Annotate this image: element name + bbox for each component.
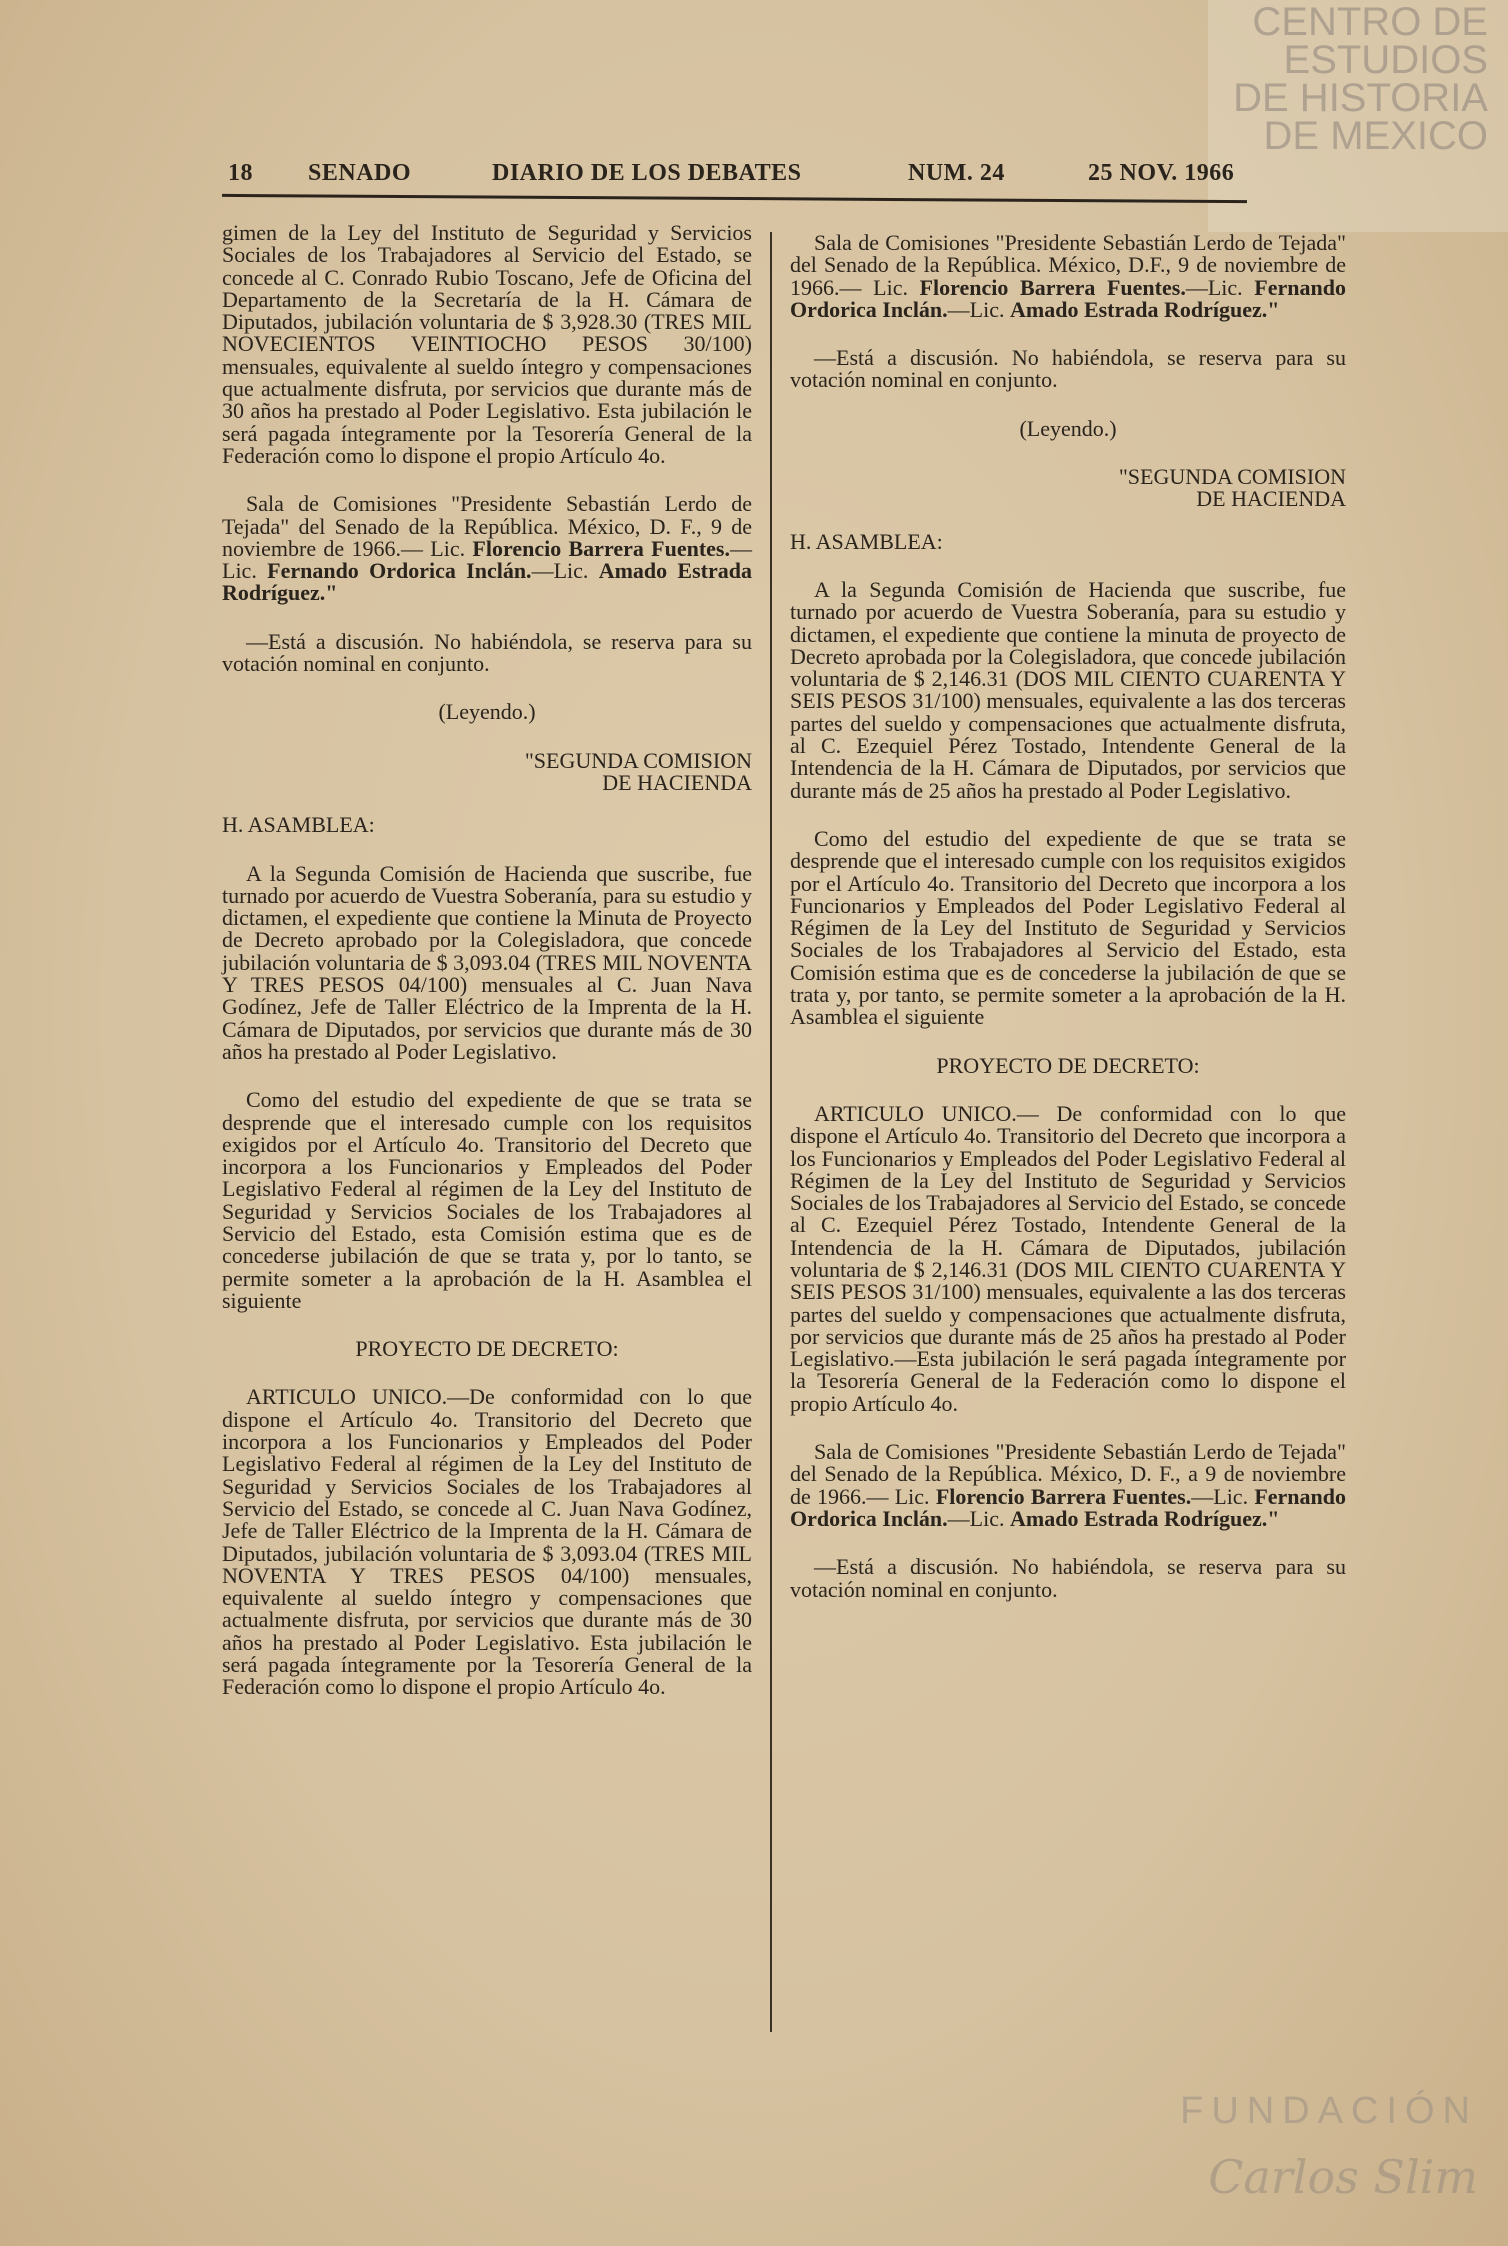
header-publication: DIARIO DE LOS DEBATES xyxy=(492,160,802,186)
watermark-text xyxy=(1188,0,1488,158)
header-date: 25 NOV. 1966 xyxy=(1088,160,1235,186)
header-number: NUM. 24 xyxy=(908,160,1005,186)
right-signature-block-1 xyxy=(790,232,1346,321)
left-paragraph-1: gimen de la Ley del Instituto de Seguridad y Servicios Sociales de los Trabajadores al Servicio del Estado, se concede al C. Conrado Rubio Toscano, Jefe de Oficina del Departamento de la Secretaría de la H. Cámara de Diputados, jubilación voluntaria de $ 3,928.30 (TRES MIL NOVECIENTOS VEINTIOCHO PESOS 30/100) mensuales, equivalente al sueldo íntegro y compensaciones que actualmente disfruta, por servicios que durante más de 30 años ha prestado al Poder Legislativo. Esta jubilación le será pagada íntegramente por la Tesorería General de la Federación como lo dispone el propio Artículo 4o. xyxy=(222,220,752,468)
signatory: Amado Estrada Rodríguez." xyxy=(222,558,752,606)
signatory: Fernando Ordorica Inclán. xyxy=(267,558,532,584)
sala-text: Sala de Comisiones "Presidente Sebastián Lerdo de Tejada" del Senado de la República. México, D. F., 9 de noviembre de 1966.— Lic. xyxy=(222,491,752,561)
right-proyecto-heading: PROYECTO DE DECRETO: xyxy=(936,1052,1200,1078)
right-signature-block-2 xyxy=(790,1441,1346,1530)
header-rule xyxy=(222,194,1247,203)
left-articulo: ARTICULO UNICO.—De conformidad con lo que dispone el Artículo 4o. Transitorio del Decreto que incorpora a los Funcionarios y Empleados del Poder Legislativo Federal al régimen de la Ley del Instituto de Seguridad y Servicios Sociales de los Trabajadores al Servicio del Estado, se concede al C. Juan Nava Godínez, Jefe de Taller Eléctrico de la Imprenta de la H. Cámara de Diputados, jubilación voluntaria de $ 3,093.04 (TRES MIL NOVENTA Y TRES PESOS 04/100) mensuales, equivalente al sueldo íntegro y compensaciones que actualmente disfruta, por servicios que durante más de 30 años ha prestado al Poder Legislativo. Esta jubilación le será pagada íntegramente por la Tesorería General de la Federación como lo dispone el propio Artículo 4o. xyxy=(222,1384,752,1700)
left-asamblea: H. ASAMBLEA: xyxy=(222,812,375,838)
signatory: Florencio Barrera Fuentes. xyxy=(472,535,730,561)
page-number: 18 xyxy=(228,160,253,186)
left-paragraph-3: Como del estudio del expediente de que se trata se desprende que el interesado cumple con los requisitos exigidos por el Artículo 4o. Transitorio del Decreto que incorpora a los Funcionarios y Empleados del Poder Legislativo Federal al régimen de la Ley del Instituto de Seguridad y Servicios Sociales de los Trabajadores al Servicio del Estado, esta Comisión estima que es de concederse jubilación de que se trata y, por lo tanto, se permite someter a la aprobación de la H. Asamblea el siguiente xyxy=(222,1087,752,1313)
right-discusion-2: —Está a discusión. No habiéndola, se reserva para su votación nominal en conjunto. xyxy=(790,1554,1346,1602)
signatory: Fernando Ordorica Inclán. xyxy=(790,274,1346,322)
left-paragraph-2: A la Segunda Comisión de Hacienda que suscribe, fue turnado por acuerdo de Vuestra Soberanía, para su estudio y dictamen, el expediente que contiene la Minuta de Proyecto de Decreto aprobado por la Colegisladora, que concede jubilación voluntaria de $ 3,093.04 (TRES MIL NOVENTA Y TRES PESOS 04/100) mensuales al C. Juan Nava Godínez, Jefe de Taller Eléctrico de la Imprenta de la H. Cámara de Diputados, por servicios que durante más de 30 años ha prestado al Poder Legislativo. xyxy=(222,860,752,1064)
watermark-foundation: FUNDACIÓN xyxy=(1180,2090,1478,2132)
comision-line: DE HACIENDA xyxy=(1196,486,1346,512)
right-discusion-1: —Está a discusión. No habiéndola, se reserva para su votación nominal en conjunto. xyxy=(790,345,1346,393)
signatory: Florencio Barrera Fuentes. xyxy=(919,274,1186,300)
watermark-line: DE MEXICO xyxy=(1263,114,1488,158)
column-divider xyxy=(770,232,772,2032)
right-paragraph-2: Como del estudio del expediente de que se trata se desprende que el interesado cumple con los requisitos exigidos por el Artículo 4o. Transitorio del Decreto que incorpora a los Funcionarios y Empleados del Poder Legislativo Federal al Régimen de la Ley del Instituto de Seguridad y Servicios Sociales de los Trabajadores al Servicio del Estado, esta Comisión estima que es de concederse la jubilación de que se trata y, por tanto, se permite someter a la aprobación de la H. Asamblea el siguiente xyxy=(790,825,1346,1030)
lic: —Lic. xyxy=(947,1505,1005,1531)
right-articulo: ARTICULO UNICO.— De conformidad con lo que dispone el Artículo 4o. Transitorio del Decreto que incorpora a los Funcionarios y Empleados del Poder Legislativo Federal al Régimen de la Ley del Instituto de Seguridad y Servicios Sociales de los Trabajadores al Servicio del Estado, se concede al C. Ezequiel Pérez Tostado, Intendente General de la Intendencia de la H. Cámara de Diputados, jubilación voluntaria de $ 2,146.31 (DOS MIL CIENTO CUARENTA Y SEIS PESOS 31/100) mensuales, equivalente a las dos terceras partes del sueldo y compensaciones que actualmente disfruta, por servicios que durante más de 25 años ha prestado al Poder Legislativo.—Esta jubilación le será pagada íntegramente por la Tesorería General de la Federación como lo dispone el propio Artículo 4o. xyxy=(790,1100,1346,1416)
left-leyendo: (Leyendo.) xyxy=(438,699,536,725)
signatory: Amado Estrada Rodríguez." xyxy=(1010,296,1280,322)
lic: —Lic. xyxy=(531,558,589,584)
comision-line: "SEGUNDA COMISION xyxy=(524,747,752,773)
left-column xyxy=(222,222,752,1699)
watermark-line: CENTRO DE xyxy=(1252,0,1488,44)
left-discusion: —Está a discusión. No habiéndola, se reserva para su votación nominal en conjunto. xyxy=(222,628,752,677)
left-comision-heading xyxy=(222,747,752,795)
lic: —Lic. xyxy=(947,296,1005,322)
lic: —Lic. xyxy=(222,535,752,584)
header-section: SENADO xyxy=(308,160,412,186)
watermark-line: DE HISTORIA xyxy=(1233,76,1488,120)
sala-text: Sala de Comisiones "Presidente Sebastián Lerdo de Tejada" del Senado de la República. México, D. F., a 9 de noviembre de 1966.— Lic. xyxy=(790,1439,1346,1509)
lic: —Lic. xyxy=(1185,274,1243,300)
left-proyecto-heading: PROYECTO DE DECRETO: xyxy=(355,1336,619,1362)
watermark-line: ESTUDIOS xyxy=(1283,38,1488,82)
right-asamblea: H. ASAMBLEA: xyxy=(790,528,943,554)
comision-line: "SEGUNDA COMISION xyxy=(1118,464,1346,490)
left-signature-block xyxy=(222,493,752,604)
lic: —Lic. xyxy=(1191,1483,1249,1509)
right-column xyxy=(790,232,1346,1601)
signatory: Florencio Barrera Fuentes. xyxy=(935,1483,1192,1509)
right-paragraph-1: A la Segunda Comisión de Hacienda que suscribe, fue turnado por acuerdo de Vuestra Soberanía, para su estudio y dictamen, el expediente que contiene la minuta de proyecto de Decreto aprobada por la Colegisladora, que concede jubilación voluntaria de $ 2,146.31 (DOS MIL CIENTO CUARENTA Y SEIS PESOS 31/100) mensuales, equivalente a las dos terceras partes del sueldo y compensaciones que actualmente disfruta, al C. Ezequiel Pérez Tostado, Intendente General de la Intendencia de la H. Cámara de Diputados, por servicios que durante más de 25 años ha prestado al Poder Legislativo. xyxy=(790,576,1346,803)
sala-text: Sala de Comisiones "Presidente Sebastián Lerdo de Tejada" del Senado de la República. México, D.F., 9 de noviembre de 1966.— Lic. xyxy=(790,230,1346,300)
right-comision-heading xyxy=(790,466,1346,511)
right-leyendo: (Leyendo.) xyxy=(1019,415,1117,441)
comision-line: DE HACIENDA xyxy=(602,769,752,795)
signatory: Fernando Ordorica Inclán. xyxy=(790,1483,1347,1531)
watermark-signature: Carlos Slim xyxy=(1208,2150,1478,2204)
signatory: Amado Estrada Rodríguez." xyxy=(1010,1505,1280,1531)
